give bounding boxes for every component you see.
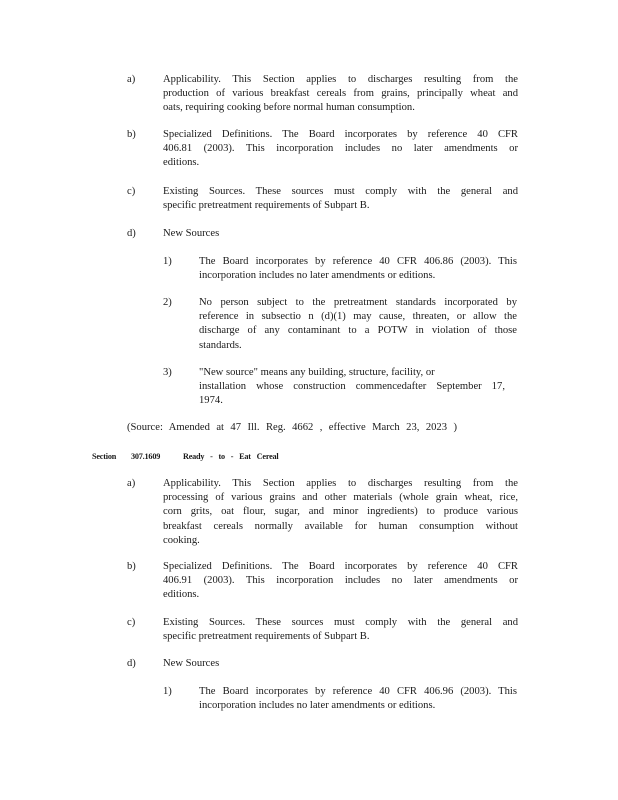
s1608-d2-line-3: discharge of any contaminant to a POTW in violation of those <box>199 325 517 337</box>
s1609-a-line-3: corn grits, oat flour, sugar, and minor ingredients) to produce various <box>163 506 518 518</box>
s1609-b-line-3: editions. <box>163 589 200 601</box>
s1608-subsection-d1-label: 1) <box>163 256 172 267</box>
s1609-subsection-a-text <box>163 477 518 548</box>
s1609-c-line-1: Existing Sources. These sources must comply with the general and <box>163 617 518 628</box>
s1609-a-line-1: Applicability. This Section applies to discharges resulting from the <box>163 478 518 489</box>
s1608-d2-line-4: standards. <box>199 339 242 351</box>
s1609-c-line-2: specific pretreatment requirements of Subpart B. <box>163 631 370 643</box>
s1608-subsection-d2-label: 2) <box>163 297 172 308</box>
s1608-subsection-a-label: a) <box>127 74 136 85</box>
s1609-b-line-1: Specialized Definitions. The Board incorporates by reference 40 CFR <box>163 561 518 572</box>
s1608-a-line-3: oats, requiring cooking before normal human consumption. <box>163 102 415 114</box>
s1609-subsection-c-text <box>163 616 518 644</box>
s1609-a-line-5: cooking. <box>163 534 200 546</box>
s1608-subsection-d-text <box>163 227 518 241</box>
s1608-d-line-1: New Sources <box>163 228 220 239</box>
s1608-d3-line-2: installation whose construction commencedafter September 17, <box>199 381 505 393</box>
source-note: (Source: Amended at 47 Ill. Reg. 4662 , effective March 23, 2023 ) <box>127 422 457 433</box>
s1608-subsection-b-text <box>163 128 518 171</box>
s1608-d2-line-1: No person subject to the pretreatment standards incorporated by <box>199 297 517 308</box>
s1609-subsection-b-label: b) <box>127 561 136 572</box>
s1609-subsection-d-text <box>163 657 518 671</box>
s1608-subsection-d3-text <box>199 366 505 409</box>
s1609-subsection-a-label: a) <box>127 478 136 489</box>
s1609-subsection-d1-text <box>199 685 517 713</box>
s1609-subsection-c-label: c) <box>127 617 136 628</box>
s1608-subsection-d-label: d) <box>127 228 136 239</box>
s1609-a-line-4: breakfast cereals normally available for human consumption without <box>163 520 518 532</box>
s1609-subsection-b-text <box>163 560 518 603</box>
section-heading-word: Section <box>92 452 117 461</box>
section-heading-title: Ready - to - Eat Cereal <box>183 452 279 461</box>
s1608-b-line-3: editions. <box>163 157 200 169</box>
s1608-b-line-2: 406.81 (2003). This incorporation includes no later amendments or <box>163 143 518 155</box>
s1608-c-line-1: Existing Sources. These sources must comply with the general and <box>163 186 518 197</box>
s1609-d1-line-2: incorporation includes no later amendments or editions. <box>199 700 436 712</box>
s1608-subsection-d3-label: 3) <box>163 367 172 378</box>
section-heading-number: 307.1609 <box>131 452 161 461</box>
s1608-b-line-1: Specialized Definitions. The Board incorporates by reference 40 CFR <box>163 129 518 140</box>
s1608-d1-line-2: incorporation includes no later amendments or editions. <box>199 270 436 282</box>
s1608-subsection-c-label: c) <box>127 186 136 197</box>
s1608-subsection-a-text <box>163 73 518 116</box>
s1608-subsection-c-text <box>163 185 518 213</box>
s1609-d-line-1: New Sources <box>163 658 220 669</box>
s1608-subsection-d2-text <box>199 296 517 353</box>
s1609-a-line-2: processing of various grains and other materials (whole grain wheat, rice, <box>163 492 518 504</box>
s1608-a-line-2: production of various breakfast cereals from grains, principally wheat and <box>163 88 518 100</box>
s1608-subsection-d1-text <box>199 255 517 283</box>
s1608-d2-line-2: reference in subsectio n (d)(1) may cause, threaten, or allow the <box>199 311 517 323</box>
s1609-subsection-d1-label: 1) <box>163 686 172 697</box>
s1608-d1-line-1: The Board incorporates by reference 40 CFR 406.86 (2003). This <box>199 256 517 267</box>
s1608-c-line-2: specific pretreatment requirements of Subpart B. <box>163 200 370 212</box>
s1608-a-line-1: Applicability. This Section applies to discharges resulting from the <box>163 74 518 85</box>
s1609-d1-line-1: The Board incorporates by reference 40 CFR 406.96 (2003). This <box>199 686 517 697</box>
s1609-b-line-2: 406.91 (2003). This incorporation includes no later amendments or <box>163 575 518 587</box>
s1608-subsection-b-label: b) <box>127 129 136 140</box>
s1609-subsection-d-label: d) <box>127 658 136 669</box>
s1608-d3-line-1: "New source" means any building, structure, facility, or <box>199 367 435 378</box>
s1608-d3-line-3: 1974. <box>199 395 223 407</box>
